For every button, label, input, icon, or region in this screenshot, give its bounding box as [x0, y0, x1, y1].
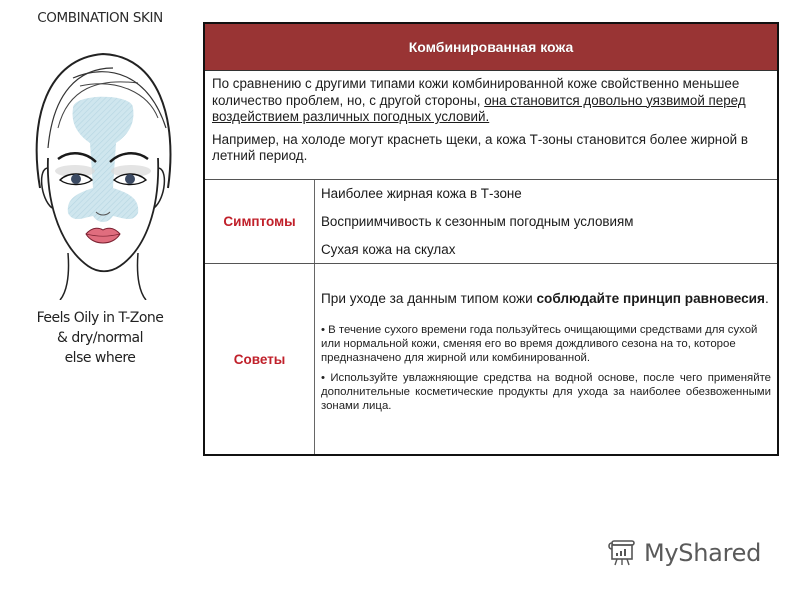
- advice-content: [315, 264, 777, 454]
- advice-lead: [321, 290, 771, 307]
- intro-text: По сравнению с другими типами кожи комбинированной коже свойственно меньшее количество проблем, но, с другой стороны,: [212, 76, 740, 108]
- table-header: Комбинированная кожа: [205, 24, 777, 71]
- intro-section: [205, 71, 777, 180]
- symptom-item: Восприимчивость к сезонным погодным условиям: [321, 214, 634, 229]
- advice-bullet: • В течение сухого времени года пользуйтесь очищающими средствами для сухой или нормальной кожи, сменяя его во время дождливого сезона на то, которое предназначено для жирной или комбинированной.: [321, 324, 758, 365]
- presentation-board-icon: [606, 537, 638, 569]
- symptoms-row: [205, 180, 777, 264]
- caption-line: else where: [64, 350, 136, 366]
- intro-underlined-text: она становится довольно уязвимой перед воздействием различных погодных условий.: [212, 92, 746, 124]
- advice-lead-end: .: [764, 291, 769, 306]
- symptoms-label: Симптомы: [205, 180, 315, 263]
- caption-line: & dry/normal: [56, 330, 144, 346]
- advice-lead-text: При уходе за данным типом кожи: [321, 291, 537, 306]
- symptom-item: Наиболее жирная кожа в Т-зоне: [321, 186, 522, 201]
- intro-paragraph-1: [212, 76, 771, 126]
- watermark-text: MyShared: [644, 539, 762, 567]
- watermark: [606, 535, 761, 571]
- advice-bullet: • Используйте увлажняющие средства на водной основе, после чего применяйте дополнительные косметические продукты для ухода за наиболее обезвоженными зонами лица.: [321, 371, 771, 413]
- advice-label: Советы: [205, 264, 315, 454]
- caption-line: Feels Oily in T-Zone: [36, 310, 164, 326]
- intro-paragraph-2: Например, на холоде могут краснеть щеки, а кожа Т-зоны становится более жирной в летний период.: [212, 131, 748, 163]
- symptom-item: Сухая кожа на скулах: [321, 242, 456, 257]
- symptoms-list: [315, 180, 777, 263]
- advice-lead-bold: соблюдайте принцип равновесия: [536, 291, 765, 306]
- illustration-title: COMBINATION SKIN: [37, 10, 163, 26]
- advice-row: [205, 264, 777, 454]
- skin-info-table: [203, 22, 779, 456]
- face-illustration-icon: [18, 38, 188, 300]
- illustration-panel: [0, 0, 200, 400]
- illustration-caption: [0, 308, 200, 368]
